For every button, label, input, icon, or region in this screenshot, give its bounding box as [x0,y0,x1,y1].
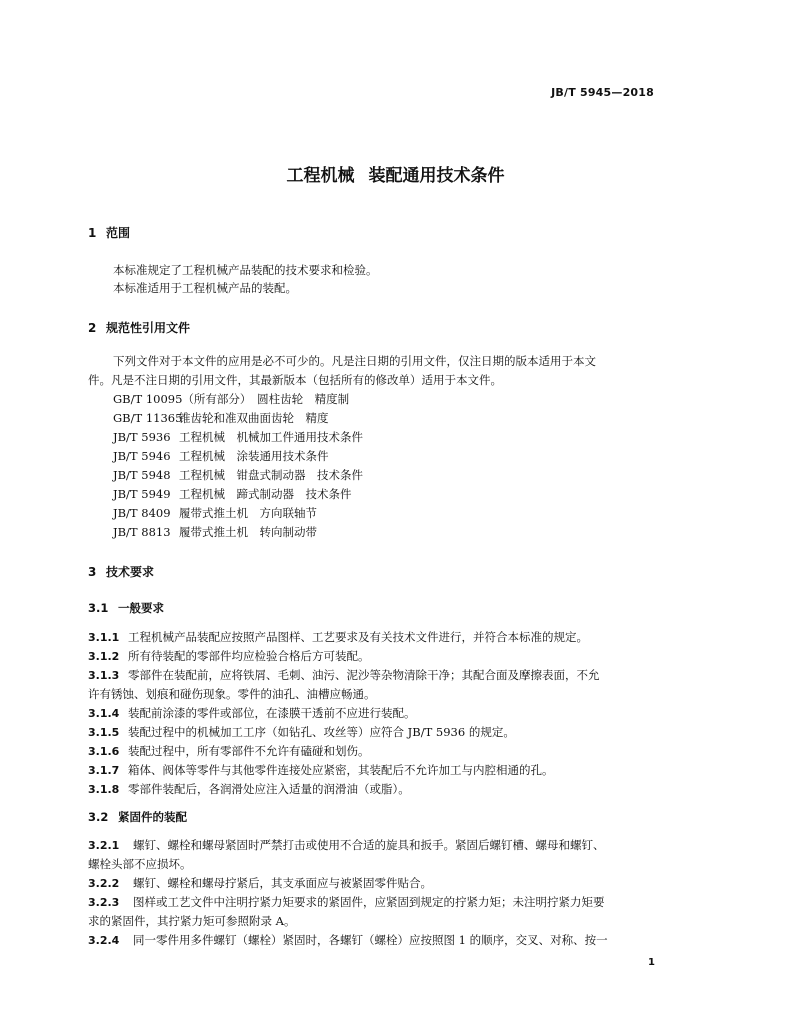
clause-3-1-4 [88,704,416,723]
clause-number: 3.1.7 [88,764,120,777]
normative-intro-line1: 下列文件对于本文件的应用是必不可少的。凡是注日期的引用文件，仅注日期的版本适用于本文 [113,354,596,368]
clause-number: 3.1.6 [88,745,120,758]
standard-number: JB/T 5945—2018 [551,86,654,99]
page-number: 1 [648,957,655,968]
title-part2: 装配通用技术条件 [368,166,505,186]
reference-code: JB/T 5949 [113,487,171,501]
document-title [0,161,791,186]
subsection-heading-general [88,600,164,616]
reference-code: JB/T 5936 [113,430,171,444]
clause-number: 3.1.3 [88,669,120,682]
clause-3-1-7 [88,761,554,780]
section-heading-scope [88,224,130,241]
clause-text: 所有待装配的零部件均应检验合格后方可装配。 [128,649,370,663]
reference-item [113,447,329,465]
clause-text: 图样或工艺文件中注明拧紧力矩要求的紧固件，应紧固到规定的拧紧力矩；未注明拧紧力矩要 [133,895,605,909]
reference-item [113,466,363,484]
section-heading-technical-requirements [88,563,154,580]
reference-code: JB/T 5946 [113,449,171,463]
clause-text: 箱体、阀体等零件与其他零件连接处应紧密，其装配后不允许加工与内腔相通的孔。 [128,763,554,777]
clause-text: 装配过程中，所有零部件不允许有磕碰和划伤。 [128,744,370,758]
subsection-title: 一般要求 [118,601,164,615]
clause-3-2-4 [88,931,608,950]
reference-code: GB/T 10095（所有部分） [113,392,246,406]
section-title: 技术要求 [106,565,155,579]
scope-paragraph-1: 本标准规定了工程机械产品装配的技术要求和检验。 [113,263,378,277]
clause-3-2-1 [88,836,605,855]
clause-number: 3.1.4 [88,707,120,720]
clause-number: 3.1.1 [88,631,120,644]
clause-3-2-3-continuation: 求的紧固件，其拧紧力矩可参照附录 A。 [88,914,296,928]
clause-number: 3.1.8 [88,783,120,796]
reference-title: 工程机械 机械加工件通用技术条件 [179,430,363,444]
clause-3-1-1 [88,628,588,647]
title-part1: 工程机械 [286,166,355,186]
subsection-heading-fasteners [88,809,187,825]
clause-text: 零部件装配后，各润滑处应注入适量的润滑油（或脂）。 [128,782,410,796]
section-title: 范围 [106,226,131,240]
clause-3-1-3 [88,666,600,685]
clause-3-1-5 [88,723,515,742]
reference-code: JB/T 8813 [113,525,171,539]
reference-item [113,390,349,408]
subsection-number: 3.1 [88,601,109,615]
clause-3-1-3-continuation: 许有锈蚀、划痕和碰伤现象。零件的油孔、油槽应畅通。 [88,687,376,701]
reference-title: 履带式推土机 方向联轴节 [179,506,317,520]
reference-title: 锥齿轮和准双曲面齿轮 精度 [179,411,329,425]
reference-code: JB/T 5948 [113,468,171,482]
reference-item [113,485,352,503]
section-number: 2 [88,321,97,335]
clause-text: 工程机械产品装配应按照产品图样、工艺要求及有关技术文件进行，并符合本标准的规定。 [128,630,588,644]
section-number: 1 [88,226,97,240]
clause-3-2-1-continuation: 螺栓头部不应损坏。 [88,857,192,871]
clause-text: 装配过程中的机械加工工序（如钻孔、攻丝等）应符合 JB/T 5936 的规定。 [128,725,515,739]
reference-title: 工程机械 钳盘式制动器 技术条件 [179,468,363,482]
clause-text: 同一零件用多件螺钉（螺栓）紧固时，各螺钉（螺栓）应按照图 1 的顺序，交叉、对称、按一 [133,933,608,947]
normative-intro-line2: 件。凡是不注日期的引用文件，其最新版本（包括所有的修改单）适用于本文件。 [88,373,502,387]
reference-title: 履带式推土机 转向制动带 [179,525,317,539]
reference-item [113,504,317,522]
clause-3-1-2 [88,647,370,666]
section-heading-normative [88,319,190,336]
clause-text: 装配前涂漆的零件或部位，在漆膜干透前不应进行装配。 [128,706,416,720]
scope-paragraph-2: 本标准适用于工程机械产品的装配。 [113,281,297,295]
clause-number: 3.2.1 [88,839,120,852]
subsection-title: 紧固件的装配 [118,810,187,824]
reference-title: 工程机械 蹄式制动器 技术条件 [179,487,352,501]
reference-code: JB/T 8409 [113,506,171,520]
clause-number: 3.1.5 [88,726,120,739]
clause-3-1-6 [88,742,370,761]
clause-3-2-2 [88,874,432,893]
clause-number: 3.2.3 [88,896,120,909]
clause-3-1-8 [88,780,410,799]
clause-text: 螺钉、螺栓和螺母紧固时严禁打击或使用不合适的旋具和扳手。紧固后螺钉槽、螺母和螺钉、 [133,838,605,852]
clause-text: 零部件在装配前，应将铁屑、毛刺、油污、泥沙等杂物清除干净；其配合面及摩擦表面，不允 [128,668,600,682]
clause-3-2-3 [88,893,605,912]
section-title: 规范性引用文件 [106,321,191,335]
reference-item [113,523,317,541]
clause-number: 3.1.2 [88,650,120,663]
section-number: 3 [88,565,97,579]
reference-title: 工程机械 涂装通用技术条件 [179,449,329,463]
reference-title: 圆柱齿轮 精度制 [257,392,350,406]
clause-number: 3.2.2 [88,877,120,890]
clause-text: 螺钉、螺栓和螺母拧紧后，其支承面应与被紧固零件贴合。 [133,876,432,890]
reference-item [113,428,363,446]
clause-number: 3.2.4 [88,934,120,947]
reference-item [113,409,329,427]
subsection-number: 3.2 [88,810,109,824]
reference-code: GB/T 11365 [113,411,183,425]
